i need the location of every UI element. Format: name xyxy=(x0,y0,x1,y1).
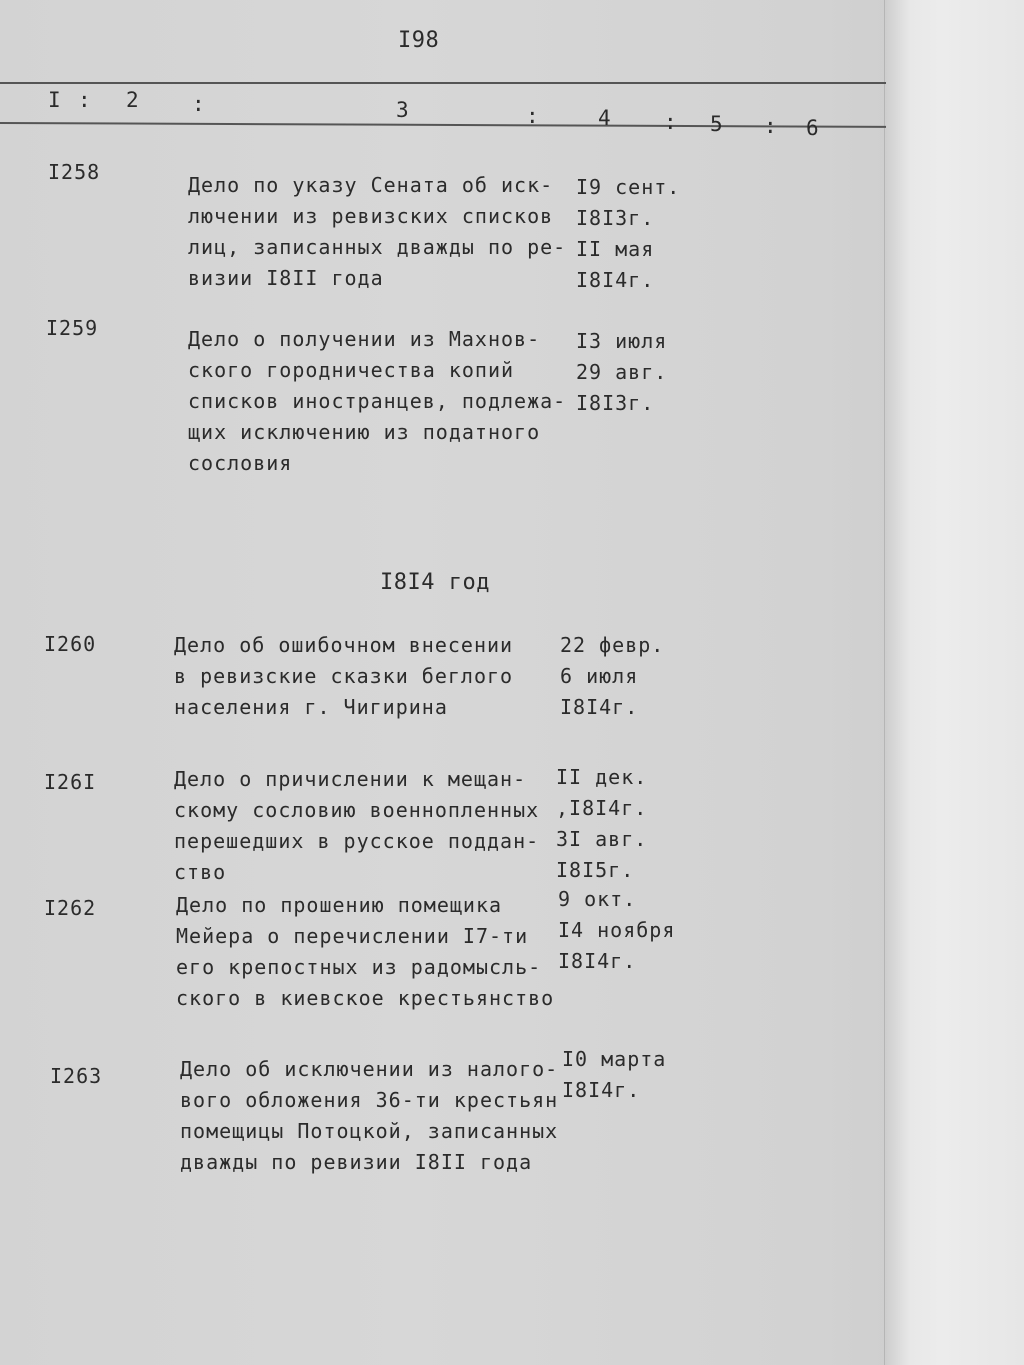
date-line: I8I5г. xyxy=(556,858,635,882)
date-line: I8I3г. xyxy=(576,206,655,230)
date-line: I8I3г. xyxy=(576,391,655,415)
description-line: лиц, записанных дважды по ре- xyxy=(188,235,567,259)
date-line: I4 ноября xyxy=(558,918,676,942)
page-edge xyxy=(884,0,1024,1365)
description-line: Дело по указу Сената об иск- xyxy=(188,173,554,197)
entry-description xyxy=(188,170,566,294)
col-header-item: 2 xyxy=(126,88,139,112)
col-header-item: : xyxy=(192,92,205,116)
date-line: I8I4г. xyxy=(576,268,655,292)
entry-number: I26I xyxy=(44,770,97,794)
description-line: дважды по ревизии I8II года xyxy=(180,1150,533,1174)
description-line: Мейера о перечислении I7-ти xyxy=(176,924,529,948)
date-line: 3I авг. xyxy=(556,827,648,851)
entry-dates xyxy=(576,326,667,419)
description-line: щих исключению из податного xyxy=(188,420,541,444)
col-header-item: 4 xyxy=(598,106,611,130)
description-line: его крепостных из радомысль- xyxy=(176,955,542,979)
col-header-item: I xyxy=(48,88,61,112)
description-line: Дело об исключении из налого- xyxy=(180,1057,559,1081)
description-line: лючении из ревизских списков xyxy=(188,204,554,228)
entry-dates xyxy=(560,630,664,723)
description-line: населения г. Чигирина xyxy=(174,695,448,719)
entry-description xyxy=(180,1054,558,1178)
entry-description xyxy=(174,630,513,723)
header-rule-bottom xyxy=(0,122,886,128)
entry-description xyxy=(188,324,566,479)
page-number: I98 xyxy=(398,28,440,53)
description-line: списков иностранцев, подлежа- xyxy=(188,389,567,413)
date-line: 9 окт. xyxy=(558,887,637,911)
entry-number: I262 xyxy=(44,896,97,920)
col-header-item: : xyxy=(526,104,539,128)
col-header-item: : xyxy=(78,88,91,112)
description-line: перешедших в русское поддан- xyxy=(174,829,540,853)
description-line: Дело о причислении к мещан- xyxy=(174,767,527,791)
date-line: I9 сент. xyxy=(576,175,681,199)
description-line: Дело о получении из Махнов- xyxy=(188,327,541,351)
description-line: сословия xyxy=(188,451,293,475)
header-rule-top xyxy=(0,82,886,84)
description-line: скому сословию военнопленных xyxy=(174,798,540,822)
date-line: I8I4г. xyxy=(558,949,637,973)
entry-number: I258 xyxy=(48,160,101,184)
entry-dates xyxy=(556,762,647,886)
entry-number: I260 xyxy=(44,632,97,656)
entry-dates xyxy=(562,1044,666,1106)
date-line: 29 авг. xyxy=(576,360,668,384)
col-header-item: : xyxy=(764,114,777,138)
col-header-item: 6 xyxy=(806,116,819,140)
entry-dates xyxy=(576,172,680,296)
description-line: помещицы Потоцкой, записанных xyxy=(180,1119,559,1143)
col-header-item: : xyxy=(664,110,677,134)
date-line: I0 марта xyxy=(562,1047,667,1071)
entry-dates xyxy=(558,884,675,977)
description-line: вого обложения 36-ти крестьян xyxy=(180,1088,559,1112)
date-line: I3 июля xyxy=(576,329,668,353)
col-header-item: 3 xyxy=(396,98,409,122)
description-line: Дело по прошению помещика xyxy=(176,893,503,917)
date-line: 22 февр. xyxy=(560,633,665,657)
date-line: I8I4г. xyxy=(562,1078,641,1102)
description-line: ство xyxy=(174,860,227,884)
col-header-item: 5 xyxy=(710,112,723,136)
date-line: I8I4г. xyxy=(560,695,639,719)
description-line: ского в киевское крестьянство xyxy=(176,986,555,1010)
entry-description xyxy=(176,890,554,1014)
entry-number: I259 xyxy=(46,316,99,340)
date-line: II мая xyxy=(576,237,655,261)
date-line: ,I8I4г. xyxy=(556,796,648,820)
description-line: визии I8II года xyxy=(188,266,384,290)
description-line: в ревизские сказки беглого xyxy=(174,664,514,688)
date-line: 6 июля xyxy=(560,664,639,688)
date-line: II дек. xyxy=(556,765,648,789)
entry-description xyxy=(174,764,539,888)
description-line: Дело об ошибочном внесении xyxy=(174,633,514,657)
entry-number: I263 xyxy=(50,1064,103,1088)
description-line: ского городничества копий xyxy=(188,358,515,382)
year-heading: I8I4 год xyxy=(380,570,490,595)
